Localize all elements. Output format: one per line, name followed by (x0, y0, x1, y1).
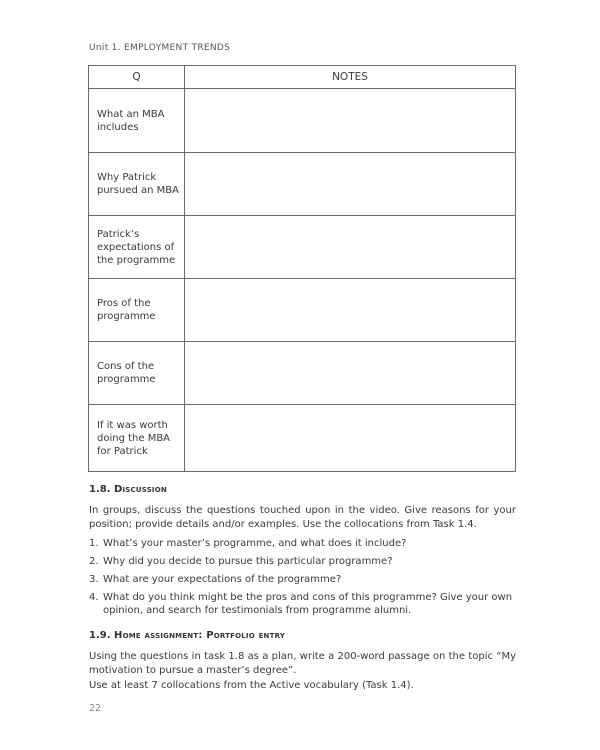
notes-table (88, 65, 516, 472)
home-assignment-text: Using the questions in task 1.8 as a plan, write a 200-word passage on the topic “My motivation to pursue a master’s degree”. (89, 651, 516, 676)
discussion-number: 1.8. (89, 484, 111, 495)
question-number: 4. (89, 592, 99, 603)
question-text: What do you think might be the pros and cons of this programme? Give your own opinion, and search for testimonials from programme alumni. (103, 592, 513, 616)
question-cell: Cons of the programme (89, 342, 185, 405)
discussion-title: Discussion (114, 484, 167, 495)
discussion-question-list (89, 537, 516, 622)
question-cell: Why Patrick pursued an MBA (89, 153, 185, 216)
notes-cell[interactable] (185, 89, 516, 153)
table-row (89, 279, 516, 342)
question-cell: Patrick’s expectations of the programme (89, 216, 185, 279)
question-text: What are your expectations of the programme? (103, 574, 342, 585)
table-row (89, 153, 516, 216)
table-row (89, 89, 516, 153)
home-assignment-note: Use at least 7 collocations from the Active vocabulary (Task 1.4). (89, 680, 414, 691)
list-item (89, 537, 516, 550)
notes-cell[interactable] (185, 342, 516, 405)
page-number: 22 (89, 703, 102, 714)
home-assignment-title: Home assignment: Portfolio entry (114, 630, 286, 641)
question-text: What’s your master’s programme, and what does it include? (103, 538, 407, 549)
list-item (89, 573, 516, 586)
question-number: 2. (89, 556, 99, 567)
list-item (89, 591, 516, 617)
table-row (89, 405, 516, 472)
question-cell: What an MBA includes (89, 89, 185, 153)
notes-cell[interactable] (185, 153, 516, 216)
question-text: Why did you decide to pursue this particular programme? (103, 556, 393, 567)
question-cell: Pros of the programme (89, 279, 185, 342)
running-head: Unit 1. EMPLOYMENT TRENDS (89, 43, 231, 53)
column-header-notes: NOTES (185, 66, 516, 89)
notes-cell[interactable] (185, 279, 516, 342)
table-row (89, 216, 516, 279)
list-item (89, 555, 516, 568)
home-assignment-number: 1.9. (89, 630, 111, 641)
question-cell: If it was worth doing the MBA for Patrick (89, 405, 185, 472)
home-assignment-heading (89, 630, 285, 641)
table-header-row (89, 66, 516, 89)
notes-cell[interactable] (185, 405, 516, 472)
question-number: 1. (89, 538, 99, 549)
notes-cell[interactable] (185, 216, 516, 279)
discussion-heading (89, 484, 167, 495)
table-row (89, 342, 516, 405)
question-number: 3. (89, 574, 99, 585)
column-header-q: Q (89, 66, 185, 89)
discussion-intro: In groups, discuss the questions touched upon in the video. Give reasons for your position; provide details and/or examples. Use the collocations from Task 1.4. (89, 505, 516, 530)
